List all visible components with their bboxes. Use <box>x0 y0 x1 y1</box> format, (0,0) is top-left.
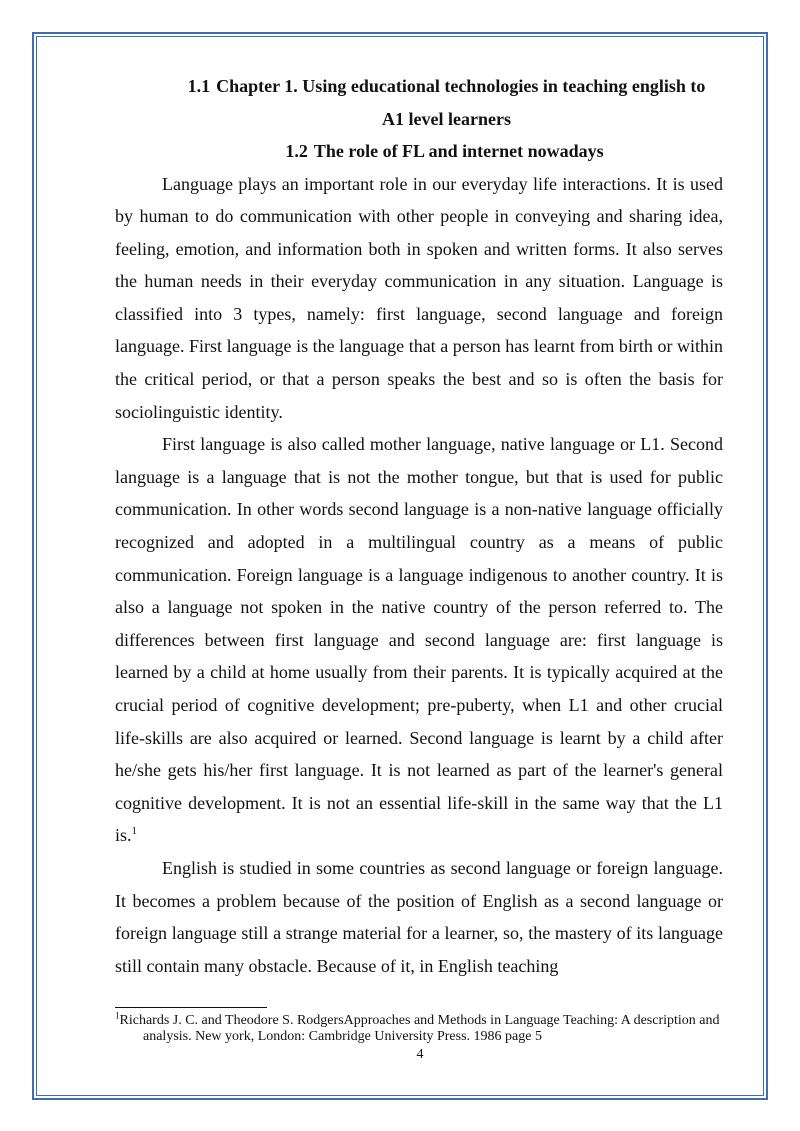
paragraph-2 <box>115 428 723 852</box>
paragraph-2-text: First language is also called mother language, native language or L1. Second language is a language that is not the mother tongue, but that is used for public communication. In other words second language is a non-native language officially recognized and adopted in a multilingual country as a means of public communication. Foreign language is a language indigenous to another country. It is also a language not spoken in the native country of the person referred to. The differences between first language and second language are: first language is learned by a child at home usually from their parents. It is typically acquired at the crucial period of cognitive development; pre-puberty, when L1 and other crucial life-skills are also acquired or learned. Second language is learnt by a child after he/she gets his/her first language. It is not learned as part of the learner's general cognitive development. It is not an essential life-skill in the same way that the L1 is. <box>115 434 723 846</box>
footnote-separator <box>115 1007 267 1008</box>
chapter-heading-line1: Chapter 1. Using educational technologies in teaching english to <box>216 76 706 96</box>
chapter-heading-number: 1.1 <box>187 76 211 96</box>
document-body <box>115 70 723 982</box>
footnote <box>115 1010 727 1045</box>
footnote-text: Richards J. C. and Theodore S. RodgersApproaches and Methods in Language Teaching: A description and analysis. New york, London: Cambridge University Press. 1986 page 5 <box>119 1013 720 1044</box>
page-number: 4 <box>416 1047 424 1062</box>
section-heading-number: 1.2 <box>285 141 308 161</box>
paragraph-1: Language plays an important role in our everyday life interactions. It is used by human to do communication with other people in conveying and sharing idea, feeling, emotion, and information both in spoken and written forms. It also serves the human needs in their everyday communication in any situation. Language is classified into 3 types, namely: first language, second language and foreign language. First language is the language that a person has learnt from birth or within the critical period, or that a person speaks the best and so is often the basis for sociolinguistic identity. <box>115 173 723 422</box>
section-heading <box>115 135 723 168</box>
chapter-heading <box>115 70 723 135</box>
chapter-heading-line2: A1 level learners <box>382 108 511 129</box>
footnote-marker: 1 <box>115 1010 120 1021</box>
footnote-reference: 1 <box>131 825 138 838</box>
section-heading-text: The role of FL and internet nowadays <box>313 141 604 161</box>
paragraph-3: English is studied in some countries as second language or foreign language. It becomes a problem because of the position of English as a second language or foreign language still a strange material for a learner, so, the mastery of its language still contain many obstacle. Because of it, in English teaching <box>115 857 723 976</box>
